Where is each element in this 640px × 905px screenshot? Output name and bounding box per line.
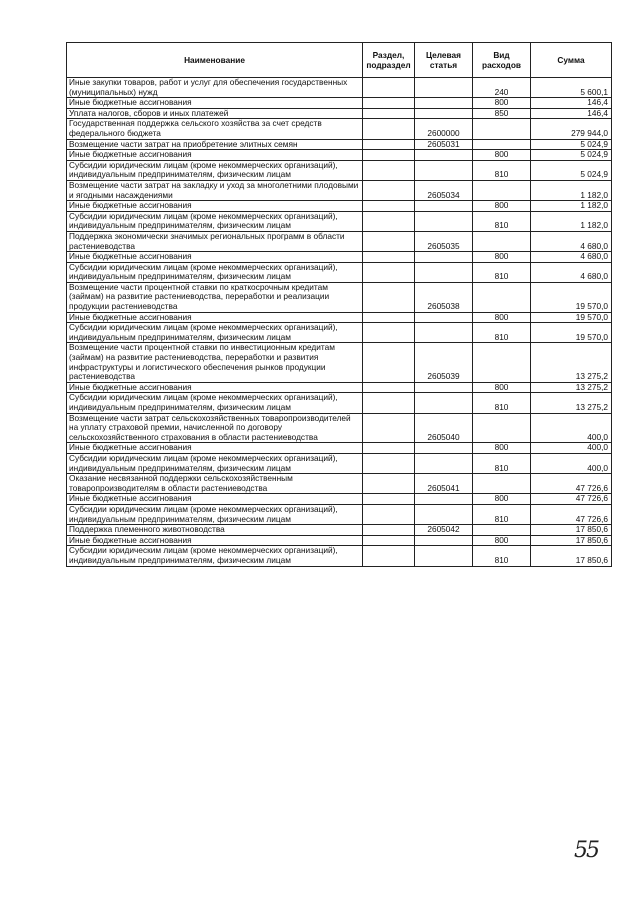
row-name: Иные бюджетные ассигнования <box>67 382 363 393</box>
row-target: 2605038 <box>415 282 473 312</box>
row-expense-type: 800 <box>473 150 531 161</box>
row-name: Субсидии юридическим лицам (кроме некоммерческих организаций), индивидуальным предпринимателям, физическим лицам <box>67 211 363 231</box>
row-target <box>415 78 473 98</box>
row-section <box>363 323 415 343</box>
table-row <box>67 413 612 443</box>
row-name: Иные бюджетные ассигнования <box>67 98 363 109</box>
row-sum: 4 680,0 <box>531 262 612 282</box>
row-section <box>363 160 415 180</box>
row-expense-type: 810 <box>473 262 531 282</box>
row-target: 2605034 <box>415 180 473 200</box>
row-expense-type: 800 <box>473 494 531 505</box>
row-target <box>415 312 473 323</box>
row-name: Возмещение части затрат на закладку и уход за многолетними плодовыми и ягодными насаждениями <box>67 180 363 200</box>
row-name: Иные бюджетные ассигнования <box>67 150 363 161</box>
table-row <box>67 546 612 566</box>
row-section <box>363 119 415 139</box>
row-name: Иные бюджетные ассигнования <box>67 535 363 546</box>
row-sum: 146,4 <box>531 108 612 119</box>
row-section <box>363 504 415 524</box>
table-row <box>67 252 612 263</box>
table-header-row <box>67 43 612 78</box>
row-expense-type: 800 <box>473 252 531 263</box>
row-sum: 5 024,9 <box>531 160 612 180</box>
row-sum: 19 570,0 <box>531 323 612 343</box>
row-target <box>415 504 473 524</box>
row-expense-type <box>473 474 531 494</box>
row-name: Поддержка экономически значимых региональных программ в области растениеводства <box>67 231 363 251</box>
row-expense-type <box>473 180 531 200</box>
row-expense-type: 810 <box>473 546 531 566</box>
row-expense-type: 810 <box>473 323 531 343</box>
table-row <box>67 494 612 505</box>
row-sum: 47 726,6 <box>531 474 612 494</box>
row-sum: 1 182,0 <box>531 211 612 231</box>
row-sum: 17 850,6 <box>531 546 612 566</box>
row-target <box>415 453 473 473</box>
row-name: Субсидии юридическим лицам (кроме некоммерческих организаций), индивидуальным предпринимателям, физическим лицам <box>67 453 363 473</box>
row-expense-type: 810 <box>473 393 531 413</box>
header-expense-type: Вид расходов <box>473 43 531 78</box>
row-sum: 1 182,0 <box>531 201 612 212</box>
row-name: Субсидии юридическим лицам (кроме некоммерческих организаций), индивидуальным предпринимателям, физическим лицам <box>67 160 363 180</box>
row-expense-type: 810 <box>473 211 531 231</box>
row-target <box>415 262 473 282</box>
row-name: Иные бюджетные ассигнования <box>67 312 363 323</box>
page-number: 55 <box>574 838 598 863</box>
table-row <box>67 382 612 393</box>
row-expense-type: 810 <box>473 453 531 473</box>
row-sum: 1 182,0 <box>531 180 612 200</box>
row-section <box>363 546 415 566</box>
row-name: Государственная поддержка сельского хозяйства за счет средств федерального бюджета <box>67 119 363 139</box>
row-name: Субсидии юридическим лицам (кроме некоммерческих организаций), индивидуальным предпринимателям, физическим лицам <box>67 504 363 524</box>
row-expense-type: 810 <box>473 160 531 180</box>
row-sum: 17 850,6 <box>531 535 612 546</box>
row-name: Иные бюджетные ассигнования <box>67 443 363 454</box>
row-name: Иные бюджетные ассигнования <box>67 252 363 263</box>
table-row <box>67 78 612 98</box>
row-section <box>363 343 415 382</box>
table-row <box>67 231 612 251</box>
row-section <box>363 262 415 282</box>
row-section <box>363 443 415 454</box>
row-target <box>415 252 473 263</box>
row-section <box>363 413 415 443</box>
row-target <box>415 201 473 212</box>
row-sum: 17 850,6 <box>531 525 612 536</box>
row-target <box>415 382 473 393</box>
row-target: 2600000 <box>415 119 473 139</box>
row-name: Возмещение части затрат сельскохозяйственных товаропроизводителей на уплату страховой премии, начисленной по договору сельскохозяйственного страхования в области растениеводства <box>67 413 363 443</box>
row-sum: 5 024,9 <box>531 150 612 161</box>
row-section <box>363 474 415 494</box>
row-section <box>363 282 415 312</box>
table-row <box>67 312 612 323</box>
row-sum: 13 275,2 <box>531 382 612 393</box>
table-row <box>67 474 612 494</box>
row-target <box>415 535 473 546</box>
row-sum: 13 275,2 <box>531 343 612 382</box>
row-section <box>363 108 415 119</box>
row-section <box>363 211 415 231</box>
table-row <box>67 160 612 180</box>
row-sum: 47 726,6 <box>531 504 612 524</box>
row-expense-type: 800 <box>473 201 531 212</box>
row-target: 2605039 <box>415 343 473 382</box>
row-sum: 400,0 <box>531 453 612 473</box>
row-name: Возмещение части затрат на приобретение элитных семян <box>67 139 363 150</box>
row-section <box>363 535 415 546</box>
row-sum: 5 600,1 <box>531 78 612 98</box>
row-expense-type: 850 <box>473 108 531 119</box>
row-sum: 19 570,0 <box>531 312 612 323</box>
table-row <box>67 453 612 473</box>
row-target <box>415 150 473 161</box>
budget-table-document <box>66 42 611 567</box>
row-name: Иные бюджетные ассигнования <box>67 494 363 505</box>
table-row <box>67 525 612 536</box>
row-expense-type <box>473 343 531 382</box>
row-target <box>415 323 473 343</box>
row-section <box>363 139 415 150</box>
row-name: Субсидии юридическим лицам (кроме некоммерческих организаций), индивидуальным предпринимателям, физическим лицам <box>67 393 363 413</box>
row-section <box>363 150 415 161</box>
header-target: Целевая статья <box>415 43 473 78</box>
header-section: Раздел, подраздел <box>363 43 415 78</box>
row-target <box>415 211 473 231</box>
table-row <box>67 282 612 312</box>
row-sum: 400,0 <box>531 413 612 443</box>
row-expense-type <box>473 413 531 443</box>
row-section <box>363 78 415 98</box>
row-sum: 5 024,9 <box>531 139 612 150</box>
row-sum: 400,0 <box>531 443 612 454</box>
row-sum: 4 680,0 <box>531 252 612 263</box>
row-target: 2605031 <box>415 139 473 150</box>
row-section <box>363 453 415 473</box>
table-row <box>67 98 612 109</box>
table-row <box>67 504 612 524</box>
row-expense-type: 800 <box>473 535 531 546</box>
table-row <box>67 150 612 161</box>
table-row <box>67 108 612 119</box>
row-sum: 4 680,0 <box>531 231 612 251</box>
row-target: 2605041 <box>415 474 473 494</box>
row-name: Возмещение части процентной ставки по краткосрочным кредитам (займам) на развитие растениеводства, переработки и реализации продукции растениеводства <box>67 282 363 312</box>
row-name: Субсидии юридическим лицам (кроме некоммерческих организаций), индивидуальным предпринимателям, физическим лицам <box>67 323 363 343</box>
row-name: Возмещение части процентной ставки по инвестиционным кредитам (займам) на развитие растениеводства, переработки и развития инфраструктуры и логистического обеспечения рынков продукции растениеводства <box>67 343 363 382</box>
row-name: Оказание несвязанной поддержки сельскохозяйственным товаропроизводителям в области растениеводства <box>67 474 363 494</box>
row-expense-type: 800 <box>473 382 531 393</box>
row-section <box>363 525 415 536</box>
table-row <box>67 343 612 382</box>
table-row <box>67 323 612 343</box>
row-expense-type: 810 <box>473 504 531 524</box>
table-row <box>67 201 612 212</box>
row-sum: 13 275,2 <box>531 393 612 413</box>
row-section <box>363 382 415 393</box>
row-target <box>415 108 473 119</box>
row-expense-type <box>473 525 531 536</box>
table-row <box>67 211 612 231</box>
row-section <box>363 393 415 413</box>
row-target <box>415 393 473 413</box>
table-body <box>67 78 612 567</box>
table-row <box>67 180 612 200</box>
row-name: Субсидии юридическим лицам (кроме некоммерческих организаций), индивидуальным предпринимателям, физическим лицам <box>67 546 363 566</box>
row-expense-type: 240 <box>473 78 531 98</box>
row-sum: 279 944,0 <box>531 119 612 139</box>
row-target <box>415 443 473 454</box>
row-sum: 146,4 <box>531 98 612 109</box>
row-expense-type: 800 <box>473 98 531 109</box>
row-name: Уплата налогов, сборов и иных платежей <box>67 108 363 119</box>
row-expense-type: 800 <box>473 443 531 454</box>
row-section <box>363 201 415 212</box>
row-section <box>363 494 415 505</box>
row-section <box>363 180 415 200</box>
row-expense-type: 800 <box>473 312 531 323</box>
table-row <box>67 139 612 150</box>
table-row <box>67 535 612 546</box>
header-name: Наименование <box>67 43 363 78</box>
row-target: 2605042 <box>415 525 473 536</box>
table-row <box>67 393 612 413</box>
row-sum: 19 570,0 <box>531 282 612 312</box>
row-name: Иные закупки товаров, работ и услуг для обеспечения государственных (муниципальных) нужд <box>67 78 363 98</box>
row-target <box>415 494 473 505</box>
row-section <box>363 231 415 251</box>
row-expense-type <box>473 282 531 312</box>
table-row <box>67 119 612 139</box>
row-section <box>363 98 415 109</box>
row-name: Поддержка племенного животноводства <box>67 525 363 536</box>
row-target <box>415 160 473 180</box>
row-target <box>415 98 473 109</box>
table-row <box>67 443 612 454</box>
row-expense-type <box>473 231 531 251</box>
row-section <box>363 252 415 263</box>
row-expense-type <box>473 139 531 150</box>
row-target: 2605035 <box>415 231 473 251</box>
header-sum: Сумма <box>531 43 612 78</box>
row-section <box>363 312 415 323</box>
row-name: Субсидии юридическим лицам (кроме некоммерческих организаций), индивидуальным предпринимателям, физическим лицам <box>67 262 363 282</box>
row-name: Иные бюджетные ассигнования <box>67 201 363 212</box>
row-target: 2605040 <box>415 413 473 443</box>
row-sum: 47 726,6 <box>531 494 612 505</box>
row-target <box>415 546 473 566</box>
row-expense-type <box>473 119 531 139</box>
table-row <box>67 262 612 282</box>
budget-table <box>66 42 612 567</box>
